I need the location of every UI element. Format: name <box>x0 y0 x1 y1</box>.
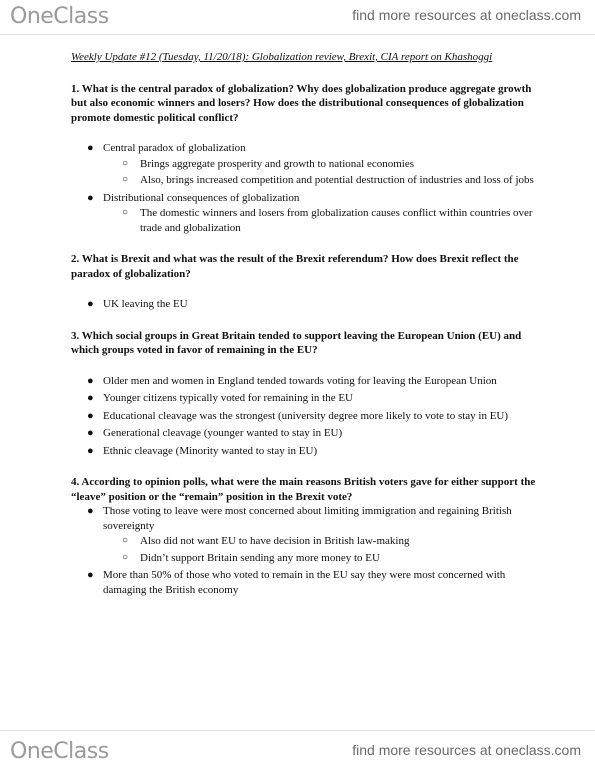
list-item-text: Educational cleavage was the strongest (university degree more likely to vote to stay in EU) <box>103 409 509 422</box>
document-body <box>71 50 541 614</box>
list-item-text: Central paradox of globalization <box>103 142 246 154</box>
sub-item-text: Brings aggregate prosperity and growth to national economies <box>140 157 415 170</box>
q1-answer-list <box>71 141 541 235</box>
question-4: 4. According to opinion polls, what were the main reasons British voters gave for either support the “leave” position or the “remain” position in the Brexit vote? <box>71 476 536 503</box>
list-item <box>71 297 541 312</box>
bullet-icon: ● <box>87 298 94 310</box>
sub-list-item <box>103 206 541 235</box>
list-item <box>71 426 541 441</box>
bullet-icon: ● <box>87 392 94 404</box>
sub-list-item <box>103 157 541 172</box>
footer-resources-link[interactable]: find more resources at oneclass.com <box>352 742 581 758</box>
bullet-icon: ● <box>87 142 94 154</box>
circle-bullet-icon: ○ <box>122 535 129 546</box>
oneclass-logo[interactable]: OneClass <box>10 4 109 29</box>
list-item-text: Older men and women in England tended towards voting for leaving the European Union <box>103 374 497 387</box>
update-title: Weekly Update #12 (Tuesday, 11/20/18): Globalization review, Brexit, CIA report on Khashoggi <box>71 51 493 63</box>
question-1: 1. What is the central paradox of globalization? Why does globalization produce aggregate growth but also economic winners and losers? How does the distributional consequences of globalization promote domestic political conflict? <box>71 82 532 124</box>
bullet-icon: ● <box>87 191 94 204</box>
list-item-text: Younger citizens typically voted for remaining in the EU <box>103 392 353 404</box>
q3-answer-list <box>71 374 541 459</box>
list-item-text: UK leaving the EU <box>103 298 188 310</box>
list-item <box>71 374 541 389</box>
bullet-icon: ● <box>87 427 94 439</box>
list-item <box>71 191 541 236</box>
page-header <box>0 0 595 36</box>
bullet-icon: ● <box>87 569 94 581</box>
sub-item-text: Also did not want EU to have decision in British law-making <box>140 535 410 547</box>
circle-bullet-icon: ○ <box>122 157 129 169</box>
list-item-text: Those voting to leave were most concerned about limiting immigration and regaining British sovereignty <box>103 505 512 532</box>
oneclass-logo[interactable]: OneClass <box>10 739 109 764</box>
sub-list-item <box>103 173 541 188</box>
circle-bullet-icon: ○ <box>122 174 129 185</box>
question-3: 3. Which social groups in Great Britain tended to support leaving the European Union (EU) and which groups voted in favor of remaining in the EU? <box>71 329 522 356</box>
list-item <box>71 504 541 565</box>
page-footer <box>0 730 595 770</box>
q2-answer-list <box>71 297 541 312</box>
bullet-icon: ● <box>87 409 94 422</box>
list-item <box>71 391 541 406</box>
sub-list-item <box>103 551 541 566</box>
circle-bullet-icon: ○ <box>122 551 129 563</box>
bullet-icon: ● <box>87 374 94 387</box>
list-item-text: Distributional consequences of globalization <box>103 191 300 204</box>
footer-divider <box>0 730 595 731</box>
sub-item-text: Didn’t support Britain sending any more money to EU <box>140 551 380 564</box>
header-resources-link[interactable]: find more resources at oneclass.com <box>352 7 581 23</box>
bullet-icon: ● <box>87 444 94 457</box>
list-item <box>71 568 541 597</box>
list-item-text: Generational cleavage (younger wanted to stay in EU) <box>103 427 343 439</box>
list-item <box>71 141 541 188</box>
list-item-text: More than 50% of those who voted to remain in the EU say they were most concerned with damaging the British economy <box>103 569 506 596</box>
list-item <box>71 409 541 424</box>
list-item <box>71 444 541 459</box>
sub-list-item <box>103 534 541 549</box>
q4-answer-list <box>71 504 541 597</box>
bullet-icon: ● <box>87 505 94 517</box>
header-divider <box>0 34 595 35</box>
circle-bullet-icon: ○ <box>122 207 129 218</box>
question-2: 2. What is Brexit and what was the result of the Brexit referendum? How does Brexit reflect the paradox of globalization? <box>71 253 519 280</box>
list-item-text: Ethnic cleavage (Minority wanted to stay in EU) <box>103 444 318 457</box>
sub-item-text: The domestic winners and losers from globalization causes conflict within countries over trade and globalization <box>140 207 533 234</box>
sub-item-text: Also, brings increased competition and potential destruction of industries and loss of jobs <box>140 174 534 186</box>
